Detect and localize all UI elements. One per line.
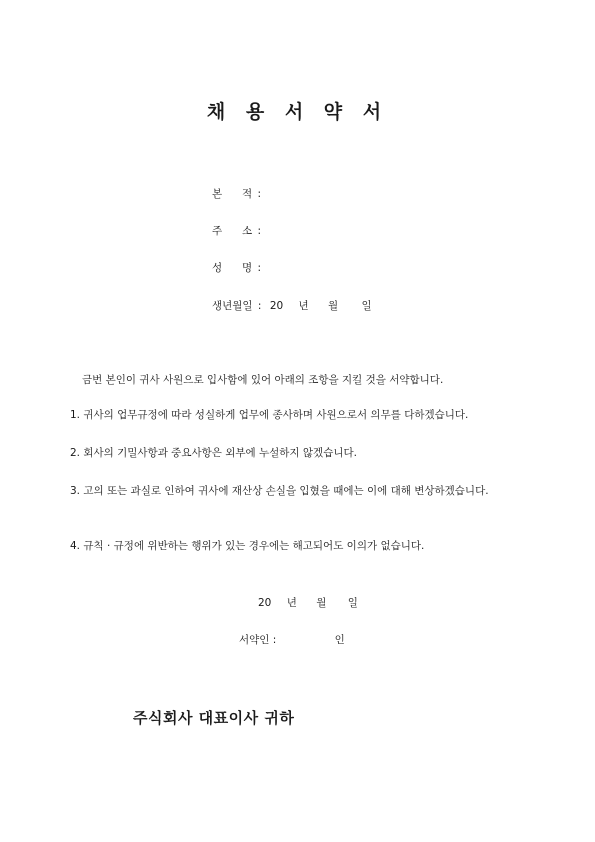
name-label-second: 명: [242, 262, 253, 274]
document-title: 채 용 서 약 서: [206, 101, 389, 123]
domicile-label-second: 적: [242, 188, 253, 200]
sign-year-unit: 년: [286, 597, 297, 609]
domicile-separator: :: [257, 188, 262, 200]
birth-day-unit: 일: [361, 300, 372, 312]
birth-month-unit: 월: [328, 300, 339, 312]
address-separator: :: [257, 225, 262, 237]
birth-year-prefix: 20: [269, 300, 284, 312]
birth-year-unit: 년: [298, 300, 309, 312]
domicile-field: [212, 186, 261, 201]
address-field: [212, 223, 261, 238]
signing-date: [258, 595, 358, 610]
pledge-intro: 금번 본인이 귀사 사원으로 입사함에 있어 아래의 조항을 지킬 것을 서약합니다.: [82, 374, 444, 386]
seal-mark: 인: [334, 634, 345, 646]
birth-date-label: 생년월일: [212, 300, 253, 312]
name-field: [212, 260, 261, 275]
domicile-label-first: 본: [212, 188, 223, 200]
pledge-clause-3: 3. 고의 또는 과실로 인하여 귀사에 재산상 손실을 입혔을 때에는 이에 대해 변상하겠습니다.: [70, 485, 489, 497]
sign-month-unit: 월: [316, 597, 327, 609]
pledge-clause-4: 4. 규칙 · 규정에 위반하는 행위가 있는 경우에는 해고되어도 이의가 없습니다.: [70, 540, 425, 552]
address-label-second: 소: [242, 225, 253, 237]
sign-year-prefix: 20: [258, 597, 272, 609]
birth-date-separator: :: [257, 300, 262, 312]
signer-line: [239, 632, 345, 647]
name-label-first: 성: [212, 262, 223, 274]
birth-date-field: [212, 298, 372, 313]
sign-day-unit: 일: [347, 597, 358, 609]
address-label-first: 주: [212, 225, 223, 237]
signer-label: 서약인 :: [239, 634, 277, 646]
pledge-clause-1: 1. 귀사의 업무규정에 따라 성실하게 업무에 종사하며 사원으로서 의무를 다하겠습니다.: [70, 409, 469, 421]
name-separator: :: [257, 262, 262, 274]
pledge-clause-2: 2. 회사의 기밀사항과 중요사항은 외부에 누설하지 않겠습니다.: [70, 447, 357, 459]
recipient-line: 주식회사 대표이사 귀하: [133, 709, 295, 727]
